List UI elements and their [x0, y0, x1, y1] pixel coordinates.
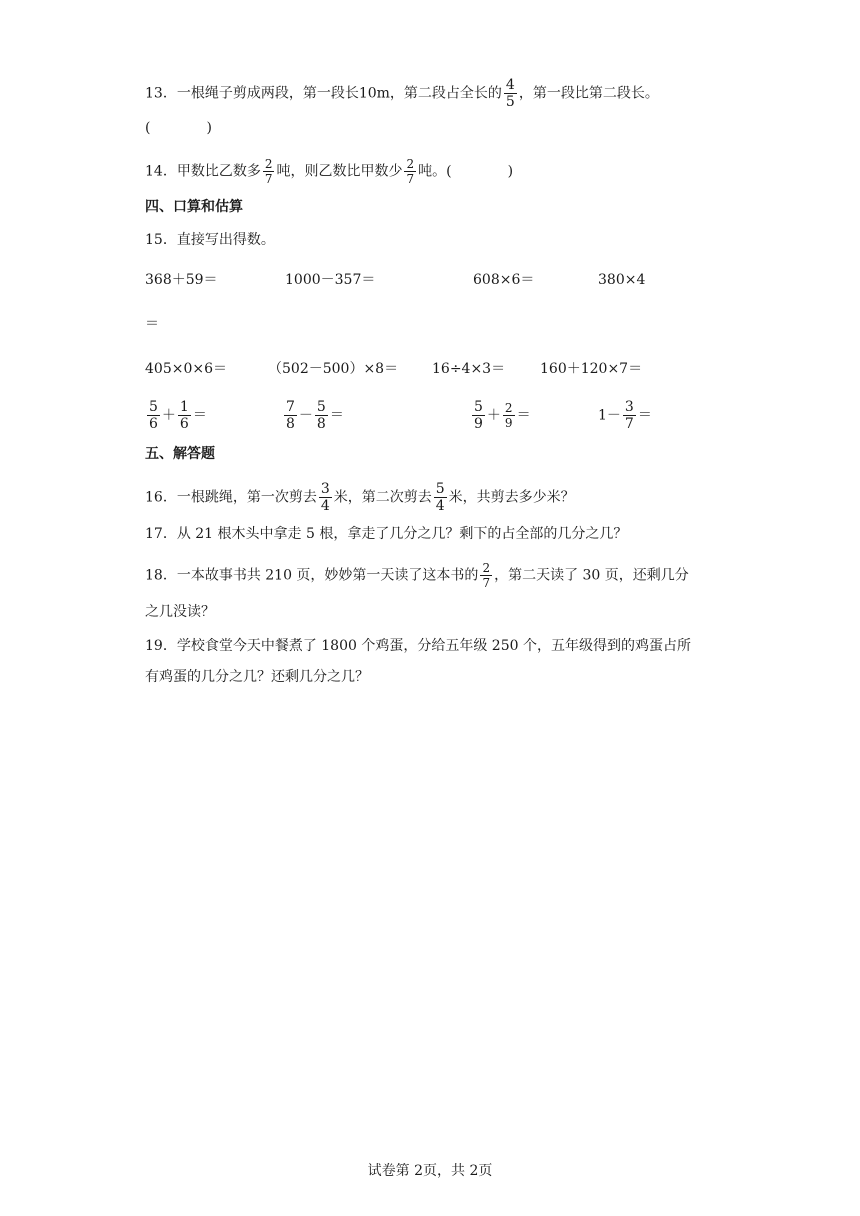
q16-fraction-2: $\frac{5}{4}$: [435, 481, 445, 514]
calc-item: 16÷4×3＝: [432, 361, 506, 377]
q16-text-b: 米，第二次剪去: [333, 489, 432, 506]
calc-item: 160＋120×7＝: [540, 361, 643, 377]
equals: ＝: [329, 407, 344, 424]
fraction: $\frac{7}{8}$: [286, 399, 295, 432]
q14-fraction-2: [404, 158, 416, 185]
question-19-line-2: 有鸡蛋的几分之几？还剩几分之几？: [145, 669, 369, 685]
fraction: $\frac{5}{8}$: [316, 399, 326, 432]
fraction: $\frac{3}{7}$: [624, 399, 634, 432]
q14-text-b: 吨，则乙数比甲数少: [276, 163, 403, 180]
q16-fraction-1: $\frac{3}{4}$: [320, 481, 330, 514]
fraction-numerator: 2: [264, 157, 273, 171]
question-15: 15．直接写出得数。: [145, 232, 275, 248]
fraction-denominator: 7: [406, 172, 415, 186]
fraction-numerator: 2: [406, 157, 415, 171]
section-5-heading: 五、解答题: [145, 446, 215, 462]
q18-text-b: ，第二天读了 30 页，还剩几分: [494, 567, 689, 584]
question-16: [145, 482, 575, 513]
page-footer: 试卷第 2页，共 2页: [367, 1163, 493, 1179]
q16-text-c: 米，共剪去多少米？: [448, 489, 575, 506]
equals: ＝: [637, 407, 652, 424]
calc-item: 368＋59＝: [145, 272, 218, 288]
calc-item: 1000－357＝: [285, 272, 376, 288]
fraction-denominator: 7: [264, 172, 273, 186]
calc-fraction-item: [598, 400, 652, 431]
fraction: $\frac{2}{9}$: [504, 401, 513, 430]
q14-text-c: 吨。( ): [418, 163, 514, 180]
operator: ＋: [486, 407, 501, 424]
fraction-numerator: 4: [505, 77, 515, 93]
equals: ＝: [192, 407, 207, 424]
section-4-heading: 四、口算和估算: [145, 199, 243, 215]
calc-item: 405×0×6＝: [145, 361, 227, 377]
question-18: [145, 562, 689, 589]
q13-text-a: 13．一根绳子剪成两段，第一段长10m，第二段占全长的: [145, 85, 502, 102]
q16-text-a: 16．一根跳绳，第一次剪去: [145, 489, 317, 506]
fraction: $\frac{5}{6}$: [149, 399, 158, 432]
calc-item: （502－500）×8＝: [268, 361, 399, 377]
question-19: 19．学校食堂今天中餐煮了 1800 个鸡蛋，分给五年级 250 个，五年级得到的鸡蛋占所: [145, 638, 691, 654]
fraction: $\frac{5}{9}$: [474, 399, 483, 432]
q14-fraction-1: [263, 158, 275, 185]
equals: ＝: [516, 407, 531, 424]
question-17: 17．从 21 根木头中拿走 5 根，拿走了几分之几？剩下的占全部的几分之几？: [145, 526, 628, 542]
question-13: [145, 78, 659, 109]
q13-fraction: [504, 78, 517, 109]
calc-item: 380×4: [598, 272, 646, 288]
calc-item: 608×6＝: [473, 272, 535, 288]
q14-text-a: 14．甲数比乙数多: [145, 163, 261, 180]
calc-fraction-item: [470, 400, 531, 431]
operator: －: [298, 407, 313, 424]
q18-fraction: $\frac{2}{7}$: [482, 561, 491, 590]
fraction: $\frac{1}{6}$: [179, 399, 189, 432]
question-18-line-2: 之几没读？: [145, 604, 215, 620]
question-14: [145, 158, 513, 185]
q13-answer-blank[interactable]: ( ): [145, 120, 212, 136]
fraction-denominator: 5: [505, 94, 515, 110]
operator: ＋: [161, 407, 176, 424]
calc-item-wrap: ＝: [145, 316, 159, 332]
q18-text-a: 18．一本故事书共 210 页，妙妙第一天读了这本书的: [145, 567, 479, 584]
operator: 1－: [598, 407, 621, 424]
calc-fraction-item: [282, 400, 344, 431]
q13-text-b: ，第一段比第二段长。: [518, 85, 659, 102]
calc-fraction-item: [145, 400, 207, 431]
